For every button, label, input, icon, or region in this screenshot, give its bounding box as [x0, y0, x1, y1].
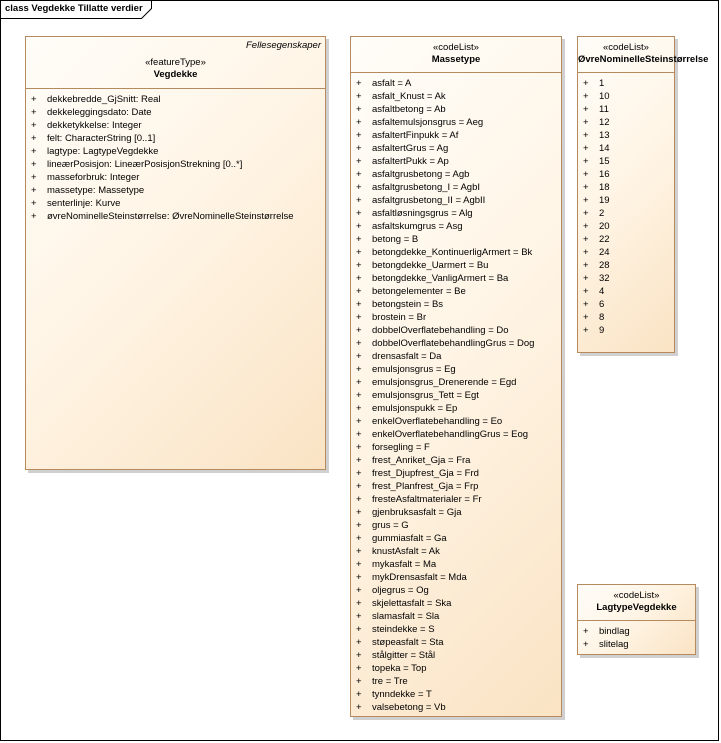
attribute-item[interactable] [26, 106, 325, 119]
attribute-item[interactable] [351, 675, 561, 688]
attribute-item[interactable] [578, 298, 674, 311]
attribute-list [351, 73, 561, 714]
visibility-marker: + [356, 598, 362, 609]
attribute-item[interactable] [351, 610, 561, 623]
visibility-marker: + [31, 107, 37, 118]
attribute-item[interactable] [351, 558, 561, 571]
visibility-marker: + [356, 624, 362, 635]
attribute-text: gummiasfalt = Ga [372, 533, 447, 544]
attribute-text: emulsjonsgrus_Drenerende = Egd [372, 377, 517, 388]
visibility-marker: + [356, 143, 362, 154]
stereotype-label: «codeList» [613, 590, 660, 601]
attribute-text: 22 [599, 234, 610, 245]
visibility-marker: + [356, 104, 362, 115]
visibility-marker: + [31, 211, 37, 222]
attribute-item[interactable] [578, 233, 674, 246]
attribute-text: betong = B [372, 234, 419, 245]
attribute-item[interactable] [351, 155, 561, 168]
attribute-item[interactable] [351, 467, 561, 480]
visibility-marker: + [31, 146, 37, 157]
visibility-marker: + [356, 299, 362, 310]
class-vegdekke[interactable] [25, 36, 326, 470]
visibility-marker: + [356, 520, 362, 531]
visibility-marker: + [583, 195, 589, 206]
attribute-item[interactable] [26, 132, 325, 145]
visibility-marker: + [583, 169, 589, 180]
visibility-marker: + [583, 130, 589, 141]
attribute-item[interactable] [351, 311, 561, 324]
visibility-marker: + [356, 208, 362, 219]
attribute-text: drensasfalt = Da [372, 351, 442, 362]
attribute-item[interactable] [351, 181, 561, 194]
attribute-text: 18 [599, 182, 610, 193]
attribute-item[interactable] [26, 184, 325, 197]
attribute-item[interactable] [26, 197, 325, 210]
visibility-marker: + [583, 156, 589, 167]
attribute-item[interactable] [351, 623, 561, 636]
visibility-marker: + [31, 198, 37, 209]
attribute-text: betongdekke_VanligArmert = Ba [372, 273, 509, 284]
visibility-marker: + [583, 143, 589, 154]
attribute-text: enkelOverflatebehandlingGrus = Eog [372, 429, 529, 440]
visibility-marker: + [583, 286, 589, 297]
attribute-text: steindekke = S [372, 624, 435, 635]
attribute-item[interactable] [26, 171, 325, 184]
attribute-text: skjelettasfalt = Ska [372, 598, 452, 609]
attribute-text: asfaltertFinpukk = Af [372, 130, 459, 141]
attribute-item[interactable] [351, 506, 561, 519]
attribute-item[interactable] [578, 181, 674, 194]
attribute-text: betongstein = Bs [372, 299, 444, 310]
visibility-marker: + [356, 78, 362, 89]
attribute-item[interactable] [351, 402, 561, 415]
attribute-text: betongdekke_KontinuerligArmert = Bk [372, 247, 533, 258]
attribute-text: emulsjonsgrus = Eg [372, 364, 456, 375]
visibility-marker: + [356, 481, 362, 492]
attribute-text: 1 [599, 78, 605, 89]
attribute-item[interactable] [351, 129, 561, 142]
attribute-item[interactable] [578, 220, 674, 233]
attribute-text: asfaltløsningsgrus = Alg [372, 208, 473, 219]
attribute-text: senterlinje: Kurve [47, 198, 121, 209]
attribute-item[interactable] [578, 155, 674, 168]
visibility-marker: + [356, 312, 362, 323]
visibility-marker: + [31, 94, 37, 105]
attribute-item[interactable] [351, 142, 561, 155]
attribute-item[interactable] [351, 532, 561, 545]
class-name: ØvreNominelleSteinstørrelse [578, 54, 709, 65]
attribute-text: grus = G [372, 520, 409, 531]
attribute-text: asfaltertGrus = Ag [372, 143, 449, 154]
parent-class-label: Fellesegenskaper [246, 40, 321, 51]
attribute-text: valsebetong = Vb [372, 702, 446, 713]
visibility-marker: + [583, 626, 589, 637]
attribute-text: lineærPosisjon: LineærPosisjonStrekning [0..*] [47, 159, 243, 170]
attribute-text: betongdekke_Uarmert = Bu [372, 260, 489, 271]
attribute-item[interactable] [351, 233, 561, 246]
attribute-text: asfaltbetong = Ab [372, 104, 446, 115]
attribute-item[interactable] [351, 259, 561, 272]
stereotype-label: «featureType» [145, 57, 206, 68]
attribute-text: brostein = Br [372, 312, 427, 323]
class-header [578, 37, 709, 73]
attribute-text: forsegling = F [372, 442, 430, 453]
attribute-text: knustAsfalt = Ak [372, 546, 440, 557]
attribute-text: stålgitter = Stål [372, 650, 436, 661]
attribute-item[interactable] [578, 311, 674, 324]
class-name: Massetype [431, 54, 481, 65]
attribute-text: dekketykkelse: Integer [47, 120, 142, 131]
attribute-text: 6 [599, 299, 605, 310]
attribute-text: frest_Planfrest_Gja = Frp [372, 481, 479, 492]
attribute-list [578, 73, 674, 337]
attribute-text: frest_Djupfrest_Gja = Frd [372, 468, 479, 479]
attribute-text: 9 [599, 325, 605, 336]
visibility-marker: + [583, 78, 589, 89]
attribute-item[interactable] [351, 688, 561, 701]
attribute-text: slamasfalt = Sla [372, 611, 440, 622]
visibility-marker: + [31, 159, 37, 170]
attribute-item[interactable] [578, 625, 695, 638]
attribute-text: emulsjonspukk = Ep [372, 403, 458, 414]
attribute-text: støpeasfalt = Sta [372, 637, 444, 648]
stereotype-label: «codeList» [603, 42, 649, 53]
visibility-marker: + [583, 182, 589, 193]
visibility-marker: + [356, 663, 362, 674]
attribute-item[interactable] [351, 116, 561, 129]
attribute-item[interactable] [578, 129, 674, 142]
visibility-marker: + [356, 689, 362, 700]
attribute-item[interactable] [578, 324, 674, 337]
attribute-text: oljegrus = Og [372, 585, 429, 596]
visibility-marker: + [356, 182, 362, 193]
visibility-marker: + [356, 468, 362, 479]
class-ovre-nominelle-steinstorrelse[interactable] [577, 36, 709, 353]
visibility-marker: + [356, 702, 362, 713]
visibility-marker: + [356, 247, 362, 258]
visibility-marker: + [356, 130, 362, 141]
attribute-item[interactable] [351, 662, 561, 675]
visibility-marker: + [356, 403, 362, 414]
attribute-text: dobbelOverflatebehandling = Do [372, 325, 509, 336]
visibility-marker: + [356, 117, 362, 128]
attribute-item[interactable] [578, 207, 674, 220]
attribute-item[interactable] [578, 272, 674, 285]
attribute-item[interactable] [578, 285, 674, 298]
visibility-marker: + [356, 286, 362, 297]
stereotype-label: «codeList» [433, 42, 479, 53]
attribute-item[interactable] [26, 210, 325, 223]
attribute-item[interactable] [351, 389, 561, 402]
visibility-marker: + [356, 429, 362, 440]
visibility-marker: + [31, 172, 37, 183]
attribute-text: massetype: Massetype [47, 185, 145, 196]
attribute-item[interactable] [26, 158, 325, 171]
attribute-item[interactable] [351, 207, 561, 220]
attribute-item[interactable] [351, 415, 561, 428]
visibility-marker: + [583, 312, 589, 323]
attribute-item[interactable] [351, 584, 561, 597]
attribute-text: asfaltgrusbetong_I = AgbI [372, 182, 481, 193]
visibility-marker: + [583, 273, 589, 284]
class-header [578, 585, 695, 621]
attribute-text: betongelementer = Be [372, 286, 466, 297]
attribute-text: asfaltskumgrus = Asg [372, 221, 463, 232]
attribute-item[interactable] [578, 90, 674, 103]
attribute-text: dekkebredde_GjSnitt: Real [47, 94, 161, 105]
visibility-marker: + [356, 572, 362, 583]
attribute-text: 4 [599, 286, 605, 297]
class-massetype[interactable] [350, 36, 562, 717]
attribute-text: felt: CharacterString [0..1] [47, 133, 156, 144]
attribute-item[interactable] [351, 168, 561, 181]
attribute-text: 19 [599, 195, 610, 206]
attribute-item[interactable] [351, 103, 561, 116]
attribute-item[interactable] [351, 285, 561, 298]
visibility-marker: + [583, 91, 589, 102]
attribute-item[interactable] [351, 480, 561, 493]
visibility-marker: + [31, 133, 37, 144]
attribute-text: 8 [599, 312, 605, 323]
visibility-marker: + [356, 559, 362, 570]
class-lagtype-vegdekke[interactable] [577, 584, 696, 655]
visibility-marker: + [356, 195, 362, 206]
attribute-item[interactable] [351, 363, 561, 376]
attribute-item[interactable] [351, 636, 561, 649]
attribute-item[interactable] [578, 168, 674, 181]
attribute-list [26, 89, 325, 223]
attribute-item[interactable] [26, 145, 325, 158]
attribute-item[interactable] [351, 194, 561, 207]
visibility-marker: + [356, 260, 362, 271]
class-name: LagtypeVegdekke [596, 602, 677, 613]
attribute-item[interactable] [351, 519, 561, 532]
visibility-marker: + [356, 637, 362, 648]
attribute-text: 28 [599, 260, 610, 271]
class-name: Vegdekke [153, 69, 198, 80]
attribute-text: asfaltertPukk = Ap [372, 156, 449, 167]
attribute-item[interactable] [578, 194, 674, 207]
attribute-item[interactable] [578, 116, 674, 129]
attribute-text: asfaltgrusbetong_II = AgbII [372, 195, 486, 206]
attribute-item[interactable] [26, 119, 325, 132]
visibility-marker: + [356, 351, 362, 362]
visibility-marker: + [356, 533, 362, 544]
attribute-item[interactable] [351, 77, 561, 90]
visibility-marker: + [356, 169, 362, 180]
attribute-text: asfaltgrusbetong = Agb [372, 169, 470, 180]
attribute-item[interactable] [351, 246, 561, 259]
attribute-text: 15 [599, 156, 610, 167]
visibility-marker: + [583, 299, 589, 310]
attribute-text: bindlag [599, 626, 630, 637]
attribute-item[interactable] [351, 493, 561, 506]
attribute-text: emulsjonsgrus_Tett = Egt [372, 390, 479, 401]
visibility-marker: + [356, 650, 362, 661]
attribute-item[interactable] [351, 649, 561, 662]
attribute-list [578, 621, 695, 651]
visibility-marker: + [356, 442, 362, 453]
attribute-item[interactable] [578, 77, 674, 90]
attribute-text: frest_Anriket_Gja = Fra [372, 455, 471, 466]
visibility-marker: + [356, 364, 362, 375]
attribute-text: mykDrensasfalt = Mda [372, 572, 467, 583]
attribute-text: 2 [599, 208, 605, 219]
visibility-marker: + [583, 104, 589, 115]
attribute-text: 13 [599, 130, 610, 141]
attribute-item[interactable] [351, 376, 561, 389]
attribute-item[interactable] [351, 350, 561, 363]
visibility-marker: + [356, 156, 362, 167]
attribute-item[interactable] [351, 454, 561, 467]
visibility-marker: + [583, 221, 589, 232]
class-header [351, 37, 561, 73]
attribute-text: lagtype: LagtypeVegdekke [47, 146, 159, 157]
visibility-marker: + [31, 185, 37, 196]
attribute-item[interactable] [351, 701, 561, 714]
attribute-text: masseforbruk: Integer [47, 172, 140, 183]
visibility-marker: + [356, 390, 362, 401]
attribute-text: 12 [599, 117, 610, 128]
visibility-marker: + [356, 338, 362, 349]
attribute-item[interactable] [578, 259, 674, 272]
attribute-text: gjenbruksasfalt = Gja [372, 507, 462, 518]
class-header [26, 37, 325, 89]
visibility-marker: + [583, 234, 589, 245]
visibility-marker: + [583, 325, 589, 336]
attribute-text: 16 [599, 169, 610, 180]
visibility-marker: + [356, 455, 362, 466]
attribute-text: 24 [599, 247, 610, 258]
attribute-item[interactable] [351, 597, 561, 610]
attribute-text: fresteAsfaltmaterialer = Fr [372, 494, 482, 505]
attribute-item[interactable] [351, 337, 561, 350]
attribute-text: 20 [599, 221, 610, 232]
attribute-item[interactable] [351, 90, 561, 103]
visibility-marker: + [356, 676, 362, 687]
attribute-text: asfalt_Knust = Ak [372, 91, 446, 102]
visibility-marker: + [583, 639, 589, 650]
attribute-text: enkelOverflatebehandling = Eo [372, 416, 503, 427]
attribute-text: mykasfalt = Ma [372, 559, 437, 570]
attribute-item[interactable] [351, 428, 561, 441]
attribute-item[interactable] [351, 545, 561, 558]
attribute-text: tynndekke = T [372, 689, 432, 700]
attribute-item[interactable] [578, 246, 674, 259]
attribute-text: asfalt = A [372, 78, 412, 89]
attribute-item[interactable] [578, 103, 674, 116]
attribute-item[interactable] [351, 298, 561, 311]
attribute-text: øvreNominelleSteinstørrelse: ØvreNominelleSteinstørrelse [47, 211, 294, 222]
visibility-marker: + [583, 117, 589, 128]
attribute-item[interactable] [26, 93, 325, 106]
visibility-marker: + [356, 585, 362, 596]
attribute-text: asfaltemulsjonsgrus = Aeg [372, 117, 484, 128]
attribute-text: 14 [599, 143, 610, 154]
visibility-marker: + [31, 120, 37, 131]
attribute-text: slitelag [599, 639, 629, 650]
visibility-marker: + [356, 494, 362, 505]
visibility-marker: + [583, 208, 589, 219]
visibility-marker: + [356, 234, 362, 245]
attribute-text: tre = Tre [372, 676, 408, 687]
attribute-text: dobbelOverflatebehandlingGrus = Dog [372, 338, 535, 349]
attribute-item[interactable] [351, 571, 561, 584]
visibility-marker: + [356, 221, 362, 232]
attribute-item[interactable] [578, 142, 674, 155]
attribute-item[interactable] [351, 324, 561, 337]
visibility-marker: + [356, 325, 362, 336]
visibility-marker: + [583, 260, 589, 271]
visibility-marker: + [356, 507, 362, 518]
attribute-text: 11 [599, 104, 609, 115]
attribute-item[interactable] [351, 220, 561, 233]
attribute-item[interactable] [578, 638, 695, 651]
attribute-text: topeka = Top [372, 663, 427, 674]
attribute-item[interactable] [351, 272, 561, 285]
attribute-item[interactable] [351, 441, 561, 454]
attribute-text: 10 [599, 91, 610, 102]
visibility-marker: + [356, 611, 362, 622]
visibility-marker: + [356, 273, 362, 284]
visibility-marker: + [583, 247, 589, 258]
visibility-marker: + [356, 91, 362, 102]
attribute-text: dekkeleggingsdato: Date [47, 107, 152, 118]
frame-title: class Vegdekke Tillatte verdier [5, 3, 143, 14]
visibility-marker: + [356, 416, 362, 427]
visibility-marker: + [356, 377, 362, 388]
visibility-marker: + [356, 546, 362, 557]
attribute-text: 32 [599, 273, 610, 284]
